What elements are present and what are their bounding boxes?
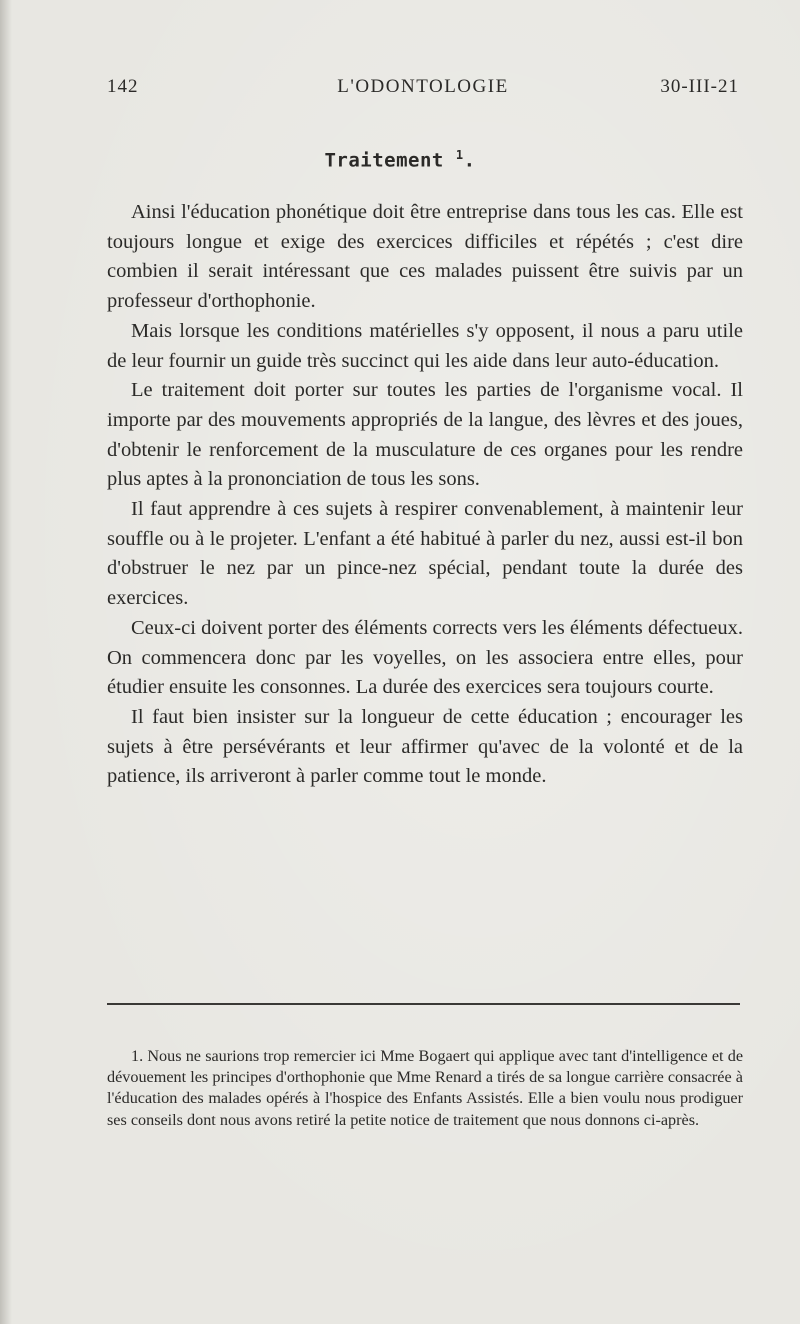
footnote-paragraph bbox=[107, 1046, 743, 1131]
running-head bbox=[107, 76, 739, 104]
paragraph: Le traitement doit porter sur toutes les parties de l'organisme vocal. Il importe par des mouvements appropriés de la langue, des lèvres et des joues, d'obtenir le renforcement de la musculature de ces organes pour les rendre plus aptes à la prononciation de tous les sons. bbox=[107, 379, 743, 491]
section-title bbox=[0, 148, 800, 171]
footnote-separator bbox=[107, 1003, 740, 1005]
paragraph: Mais lorsque les conditions matérielles s'y opposent, il nous a paru utile de leur fournir un guide très succinct qui les aide dans leur auto-éducation. bbox=[107, 319, 743, 372]
paragraph: Il faut bien insister sur la longueur de cette éducation ; encourager les sujets à être persévérants et leur affirmer qu'avec de la volonté et de la patience, ils arriveront à parler comme tout le monde. bbox=[107, 705, 743, 788]
journal-title: L'ODONTOLOGIE bbox=[337, 76, 509, 97]
body-text bbox=[107, 198, 743, 792]
footnote-number: 1. bbox=[131, 1047, 144, 1065]
paragraph: Ainsi l'éducation phonétique doit être entreprise dans tous les cas. Elle est toujours longue et exige des exercices difficiles et répétés ; c'est dire combien il serait intéressant que ces malades puissent être suivis par un professeur d'orthophonie. bbox=[107, 201, 743, 313]
paragraph: Il faut apprendre à ces sujets à respirer convenablement, à maintenir leur souffle ou à le projeter. L'enfant a été habitué à parler du nez, aussi est-il bon d'obstruer le nez par un pince-nez spécial, pendant toute la durée des exercices. bbox=[107, 498, 743, 610]
issue-date: 30-III-21 bbox=[660, 76, 739, 97]
section-title-suffix: . bbox=[463, 149, 476, 172]
page-number: 142 bbox=[107, 76, 139, 97]
footnote-text: Nous ne saurions trop remercier ici Mme Bogaert qui applique avec tant d'intelligence et de dévouement les principes d'orthophonie que Mme Renard a tirés de sa longue carrière consacrée à l'éducation des malades opérés à l'hospice des Enfants Assistés. Elle a bien voulu nous prodiguer ses conseils dont nous avons retiré la petite notice de traitement que nous donnons ci-après. bbox=[107, 1047, 743, 1129]
section-title-text: Traitement bbox=[324, 149, 444, 172]
paragraph: Ceux-ci doivent porter des éléments corrects vers les éléments défectueux. On commencera donc par les voyelles, on les associera entre elles, pour étudier ensuite les consonnes. La durée des exercices sera toujours courte. bbox=[107, 616, 743, 699]
page-edge-shadow bbox=[0, 0, 12, 1324]
footnote-reference: 1 bbox=[455, 148, 464, 162]
footnote bbox=[107, 1046, 743, 1131]
